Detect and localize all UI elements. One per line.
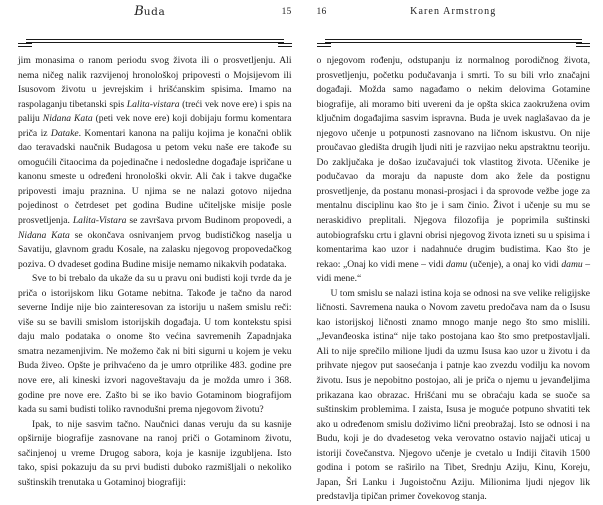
paragraph: U tom smislu se nalazi istina koja se odnosi na sve velike religijske ličnosti. Savremena nauka o Novom zavetu predočava nam da o Isusu kao istorijskoj ličnosti znamo mnogo manje nego što smo mislili. „Jevanđeoska istina“ nije tako postojana kao što smo pretpostavljali. Ali to nije sprečilo milione ljudi da uzmu Isusa kao uzor u životu i da prihvate njegov put saosećanja i patnje kao zvezdu vodilju ka novom životu. Isus je nepobitno postojao, ali je priča o njemu u jevanđeljima prikazana kao obrazac. Hrišćani mu se obraćaju kada se suoče sa suštinskim problemima. I zaista, Isusa je moguće potpuno shvatiti tek ako u određenom smislu doživimo lični preobražaj. Isto se odnosi i na Budu, koji je do dvadesetog veka verovatno ostavio najjači uticaj u istoriji čovečanstva. Njegovo učenje je cvetalo u Indiji čitavih 1500 godina i potom se raširilo na Tibet, Srednju Aziju, Kinu, Koreju, Japan, Šri Lanku i Jugoistočnu Aziju. Milionima ljudi njegov lik predstavlja tipičan primer čovekovog stanja. [317, 287, 591, 505]
italic-run: damu [561, 259, 582, 270]
paragraph: jim monasima o ranom periodu svog života ili o prosvetljenju. Ali nema ničeg nalik razvijenoj hronološkoj pripovesti o Mojsijevom ili Isusovom životu u jevrejskim i hrišćanskim spisima. Imamo na raspolaganju tibetanski spis Lalita-vistara (treći vek nove ere) i spis na paliju Nidana Kata (peti vek nove ere) koji dobijaju formu komentara priča iz Datake. Komentari kanona na paliju kojima je konačni oblik dao teravadski naučnik Budagosa u petom veku naše ere takođe su omogućili čitaocima da pojedinačne i nedoslednе događaje ispričane u kanonu smeste u određeni hronološki okvir. Ali čak i takve dugačke pripovesti imaju praznina. U njima se ne nalazi gotovo nijedna pojedinost o četrdeset pet godina Budine učiteljske misije posle prosvetljenja. Lalita-Vistara se završava prvom Budinom propovedi, a Nidana Kata se okončava osnivanjem prvog budističkog naselja u Savatiju, glavnom gradu Kosale, na zalasku njegovog propovedačkog poziva. O dvadeset godina Budine misije nemamo nikakvih podataka. [18, 54, 292, 272]
paragraph: o njegovom rođenju, odstupanju iz normalnog porodičnog života, prosvetljenju, početku podučavanja i smrti. To su bili vrlo značajni događaji. Možda samo nagađamo o nekim delovima Gotamine biografije, ali moramo biti uvereni da je opšta skica zaokružena ovim ključnim događajima sasvim ispravna. Buda je uvek naglašavao da je njegovo učenje u potpunosti zasnovano na ličnom iskustvu. On nije proučavao gledišta drugih ljudi niti je razvijao neku apstraktnu teoriju. Do zaključaka je došao izučavajući tok vlastitog života. Učenike je podučavao da moraju da napuste dom ako žele da postignu prosvetljenje, da postanu monasi-prosjaci i da sprovode vežbe joge za mentalnu disciplinu kao što je i sam činio. Život i učenje su mu se neraskidivo preplitali. Njegova filozofija je poprimila suštinski autobiografsku crtu i glavni obrisi njegovog života izneti su u spisima i komentarima kao uzor i nadahnuće drugim budistima. Kao što je rekao: „Onaj ko vidi mene – vidi damu (učenje), a onaj ko vidi damu – vidi mene.“ [317, 54, 591, 287]
folio-left: 15 [282, 5, 292, 18]
header-rule-tail-left-recto [317, 43, 331, 47]
italic-run: Datake [51, 128, 79, 139]
swash-initial-b: B [134, 4, 144, 19]
header-rule-bar-left [26, 39, 284, 43]
running-head-title-right: Karen Armstrong [326, 6, 580, 17]
header-rule-tail-right [278, 43, 292, 47]
running-head-title-left-rest: uda [144, 6, 166, 18]
header-rule-left [18, 39, 292, 48]
paragraph: Ipak, to nije sasvim tačno. Naučnici danas veruju da su kasnije opširnije biografije zasnovane na ranoj priči o Gotaminom životu, sačinjenoj u vreme Drugog sabora, koja je kasnije izgubljena. Isto tako, spisi pokazuju da su prvi budisti duboko razmišljali o nekoliko suštinskih trenutaka u Gotaminoj biografiji: [18, 418, 292, 491]
header-rule-bar-right [325, 39, 583, 43]
italic-run: Lalita-vistara [127, 99, 180, 110]
paragraph: Sve to bi trebalo da ukaže da su u pravu oni budisti koji tvrde da je priča o istorijskom liku Gotame nebitna. Takođe je tačno da narod severne Indije nije bio zainteresovan za istoriju u našem smislu reči: više su se bavili smislom istorijskih događaja. U tom kontekstu spisi daju malo podataka o onome što većina savremenih Zapadnjaka smatra nezamenjivim. Ne možemo čak ni biti sigurni u kojem je veku Buda živeo. Opšte je prihvaćeno da je umro otprilike 483. godine pre nove ere, ali kineski izvori nagoveštavaju da je možda umro i 368. godine pre nove ere. Zašto bi se iko bavio Gotaminom biografijom kada su sami budisti toliko ravnodušni prema njegovom životu? [18, 272, 292, 417]
italic-run: damu [446, 259, 467, 270]
italic-run: Nidana Kata [18, 230, 70, 241]
header-rule-tail-left [18, 43, 32, 47]
page-verso [0, 0, 302, 500]
page-recto [302, 0, 603, 500]
running-head-title-left [18, 4, 282, 19]
italic-run: Nidana Kata [43, 113, 93, 124]
body-text-recto [317, 54, 591, 505]
folio-right: 16 [317, 5, 327, 18]
body-text-verso [18, 54, 292, 490]
running-head-verso [18, 0, 292, 38]
running-head-recto [317, 0, 591, 38]
italic-run: Lalita-Vistara [73, 215, 127, 226]
header-rule-tail-right-recto [576, 43, 590, 47]
header-rule-right [317, 39, 591, 48]
